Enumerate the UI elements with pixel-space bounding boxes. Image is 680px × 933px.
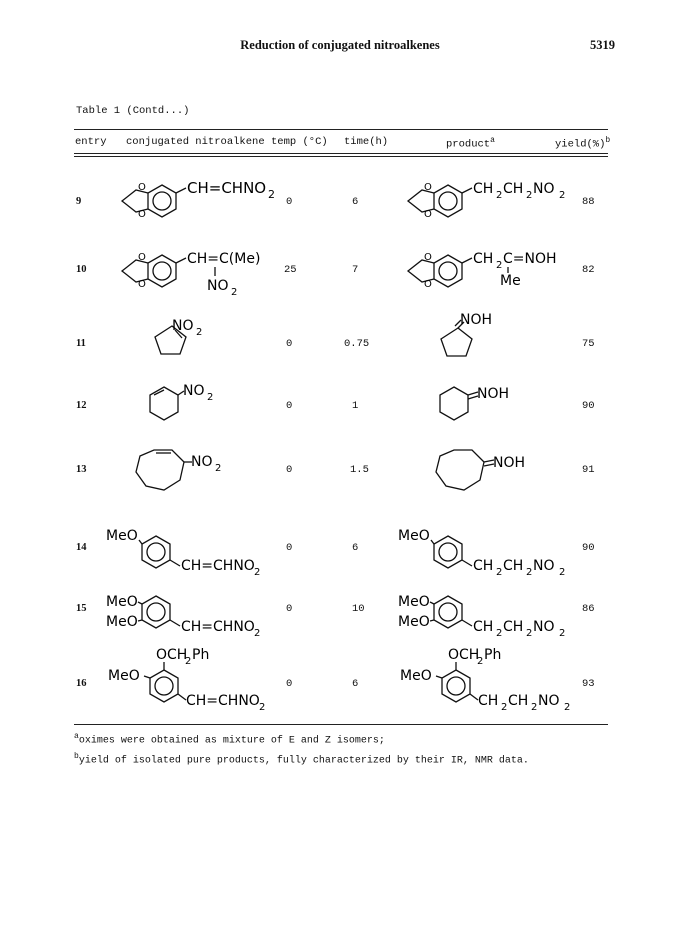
bond xyxy=(462,188,472,193)
substituent-label: Me xyxy=(500,273,521,289)
row-10-yield: 82 xyxy=(582,264,595,276)
substituent-label: CH xyxy=(503,558,524,574)
row-12-yield: 90 xyxy=(582,400,595,412)
substituent-label: MeO xyxy=(108,668,140,684)
substituent-label: CH xyxy=(473,181,494,197)
row-9-time: 6 xyxy=(352,196,359,208)
subscript: 2 xyxy=(559,567,566,578)
product-footnote-mark: a xyxy=(490,136,495,145)
substituent-label: OCH xyxy=(448,647,480,663)
row-16-substrate-structure xyxy=(102,644,282,718)
oxygen-atom: O xyxy=(138,209,146,220)
substituent-label: MeO xyxy=(398,614,430,630)
substituent-label: C=NOH xyxy=(503,251,557,267)
footnote-a-mark: a xyxy=(74,732,79,741)
substituent-label: NO xyxy=(191,454,213,470)
subscript: 2 xyxy=(496,260,503,271)
benzene-ring xyxy=(142,536,170,568)
subscript: 2 xyxy=(501,702,508,713)
subscript: 2 xyxy=(496,628,503,639)
row-15-entry: 15 xyxy=(76,603,87,614)
substituent-label: CH xyxy=(478,693,499,709)
subscript: 2 xyxy=(496,190,503,201)
footnote-b-mark: b xyxy=(74,752,79,761)
substituent-label: NO xyxy=(533,181,555,197)
header-rule-double xyxy=(74,156,608,157)
substituent-label: NO xyxy=(172,318,194,334)
subscript: 2 xyxy=(559,628,566,639)
benzene-ring xyxy=(142,596,170,628)
aromatic-circle xyxy=(447,677,465,695)
bond xyxy=(470,694,478,700)
bond xyxy=(176,258,186,263)
subscript: 2 xyxy=(526,567,533,578)
substituent-label: MeO xyxy=(398,528,430,544)
bond xyxy=(436,676,442,678)
subscript: 2 xyxy=(268,188,275,201)
subscript: 2 xyxy=(477,656,484,667)
row-9-entry: 9 xyxy=(76,196,82,207)
bond xyxy=(431,540,434,544)
row-11-time: 0.75 xyxy=(344,338,370,350)
header-rule xyxy=(74,153,608,154)
bond xyxy=(138,602,142,604)
benzene-ring xyxy=(434,185,462,217)
row-10-time: 7 xyxy=(352,264,359,276)
substituent-label: CH=CHNO xyxy=(181,558,255,574)
substituent-label: CH xyxy=(473,558,494,574)
oxygen-atom: O xyxy=(424,279,432,290)
row-14-product-structure xyxy=(396,524,576,582)
oxygen-atom: O xyxy=(138,279,146,290)
row-16-yield: 93 xyxy=(582,678,595,690)
substituent-label: CH xyxy=(503,619,524,635)
footnote-b xyxy=(74,752,529,766)
row-12-entry: 12 xyxy=(76,400,87,411)
row-14-temp: 0 xyxy=(286,542,293,554)
product-label: product xyxy=(446,138,491,151)
bond xyxy=(176,188,186,193)
aromatic-circle xyxy=(439,543,457,561)
column-header-entry: entry xyxy=(75,136,107,148)
benzene-ring xyxy=(442,670,470,702)
substituent-label: MeO xyxy=(106,614,138,630)
row-14-substrate-structure xyxy=(104,524,284,582)
bond xyxy=(138,620,142,621)
row-11-substrate-structure xyxy=(130,318,240,374)
cyclooctane-ring xyxy=(436,450,484,490)
bond xyxy=(178,694,186,700)
column-header-temp: temp (°C) xyxy=(271,136,328,148)
aromatic-circle xyxy=(155,677,173,695)
cyclohexene-ring xyxy=(150,387,178,420)
substituent-label: MeO xyxy=(106,528,138,544)
aromatic-circle xyxy=(153,262,171,280)
subscript: 2 xyxy=(531,702,538,713)
subscript: 2 xyxy=(196,327,203,338)
row-13-temp: 0 xyxy=(286,464,293,476)
row-11-yield: 75 xyxy=(582,338,595,350)
subscript: 2 xyxy=(254,628,261,639)
subscript: 2 xyxy=(207,392,214,403)
oxygen-atom: O xyxy=(138,182,146,193)
running-title: Reduction of conjugated nitroalkenes xyxy=(240,38,440,52)
subscript: 2 xyxy=(259,702,266,713)
substituent-label: NO xyxy=(533,558,555,574)
oxygen-atom: O xyxy=(424,252,432,263)
benzene-ring xyxy=(434,536,462,568)
column-header-substrate: conjugated nitroalkene xyxy=(126,136,265,148)
row-10-entry: 10 xyxy=(76,264,87,275)
row-14-time: 6 xyxy=(352,542,359,554)
subscript: 2 xyxy=(231,287,238,298)
substituent-label: NO xyxy=(207,278,229,294)
row-16-entry: 16 xyxy=(76,678,87,689)
row-16-time: 6 xyxy=(352,678,359,690)
substituent-label: CH xyxy=(508,693,529,709)
oxygen-atom: O xyxy=(424,209,432,220)
table-bottom-rule xyxy=(74,724,608,725)
cyclooctene-ring xyxy=(136,450,184,490)
substituent-label: MeO xyxy=(106,594,138,610)
row-13-product-structure xyxy=(424,442,554,502)
substituent-label: NOH xyxy=(477,386,510,402)
aromatic-circle xyxy=(439,192,457,210)
substituent-label: Ph xyxy=(192,647,210,663)
row-15-temp: 0 xyxy=(286,603,293,615)
row-15-substrate-structure xyxy=(102,588,282,642)
row-15-product-structure xyxy=(394,588,574,642)
bond xyxy=(170,620,180,626)
substituent-label: CH xyxy=(503,181,524,197)
benzene-ring xyxy=(434,596,462,628)
aromatic-circle xyxy=(439,262,457,280)
aromatic-circle xyxy=(439,603,457,621)
aromatic-circle xyxy=(147,603,165,621)
footnote-a xyxy=(74,732,385,746)
substituent-label: MeO xyxy=(398,594,430,610)
column-header-product xyxy=(446,136,495,151)
substituent-label: NO xyxy=(183,383,205,399)
table-caption: Table 1 (Contd...) xyxy=(76,105,190,117)
subscript: 2 xyxy=(185,656,192,667)
substituent-label: NOH xyxy=(460,312,493,328)
row-13-entry: 13 xyxy=(76,464,87,475)
bond xyxy=(462,560,472,566)
row-13-time: 1.5 xyxy=(350,464,369,476)
oxygen-atom: O xyxy=(424,182,432,193)
row-15-time: 10 xyxy=(352,603,365,615)
row-13-yield: 91 xyxy=(582,464,595,476)
substituent-label: CH=CHNO xyxy=(186,693,260,709)
column-header-yield xyxy=(555,136,610,151)
yield-footnote-mark: b xyxy=(605,136,611,145)
substituent-label: Ph xyxy=(484,647,502,663)
oxygen-atom: O xyxy=(138,252,146,263)
row-11-temp: 0 xyxy=(286,338,293,350)
bond xyxy=(462,258,472,263)
row-12-temp: 0 xyxy=(286,400,293,412)
bond xyxy=(430,620,434,621)
cyclohexane-ring xyxy=(440,387,468,420)
aromatic-circle xyxy=(153,192,171,210)
substituent-label: NOH xyxy=(493,455,526,471)
column-header-time: time(h) xyxy=(344,136,389,148)
benzene-ring xyxy=(148,185,176,217)
footnote-b-text: yield of isolated pure products, fully characterized by their IR, NMR data. xyxy=(78,755,529,767)
row-11-entry: 11 xyxy=(76,338,86,349)
row-10-substrate-structure xyxy=(110,246,290,304)
bond xyxy=(430,602,434,604)
yield-label: yield(%) xyxy=(555,138,606,151)
table-top-rule xyxy=(74,129,608,130)
footnote-a-text: oximes were obtained as mixture of E and Z isomers; xyxy=(78,735,385,747)
row-14-entry: 14 xyxy=(76,542,87,553)
row-9-substrate-structure xyxy=(110,176,293,232)
row-12-product-structure xyxy=(420,380,530,436)
benzene-ring xyxy=(150,670,178,702)
cyclopentane-ring xyxy=(441,328,472,356)
row-12-substrate-structure xyxy=(128,380,238,436)
substituent-label: NO xyxy=(533,619,555,635)
row-16-product-structure xyxy=(394,644,574,718)
substituent-label: CH xyxy=(473,619,494,635)
row-9-yield: 88 xyxy=(582,196,595,208)
subscript: 2 xyxy=(559,190,566,201)
row-14-yield: 90 xyxy=(582,542,595,554)
row-9-product-structure xyxy=(396,176,576,232)
subscript: 2 xyxy=(526,628,533,639)
bond xyxy=(170,560,180,566)
benzene-ring xyxy=(434,255,462,287)
subscript: 2 xyxy=(215,463,222,474)
bond xyxy=(462,620,472,626)
row-9-temp: 0 xyxy=(286,196,293,208)
row-15-yield: 86 xyxy=(582,603,595,615)
row-12-time: 1 xyxy=(352,400,359,412)
subscript: 2 xyxy=(254,567,261,578)
substituent-label: CH=CHNO xyxy=(181,619,255,635)
aromatic-circle xyxy=(147,543,165,561)
substituent-label: CH xyxy=(473,251,494,267)
substituent-label: CH=C(Me) xyxy=(187,251,261,267)
substituent-label: NO xyxy=(538,693,560,709)
benzene-ring xyxy=(148,255,176,287)
page-number: 5319 xyxy=(590,38,615,52)
substituent-label: CH=CHNO xyxy=(187,179,267,197)
row-10-product-structure xyxy=(396,246,576,304)
substituent-label: OCH xyxy=(156,647,188,663)
row-13-substrate-structure xyxy=(124,442,254,502)
row-16-temp: 0 xyxy=(286,678,293,690)
row-10-temp: 25 xyxy=(284,264,297,276)
subscript: 2 xyxy=(526,190,533,201)
subscript: 2 xyxy=(564,702,571,713)
bond xyxy=(139,540,142,544)
subscript: 2 xyxy=(496,567,503,578)
row-11-product-structure xyxy=(428,312,538,372)
substituent-label: MeO xyxy=(400,668,432,684)
bond xyxy=(144,676,150,678)
